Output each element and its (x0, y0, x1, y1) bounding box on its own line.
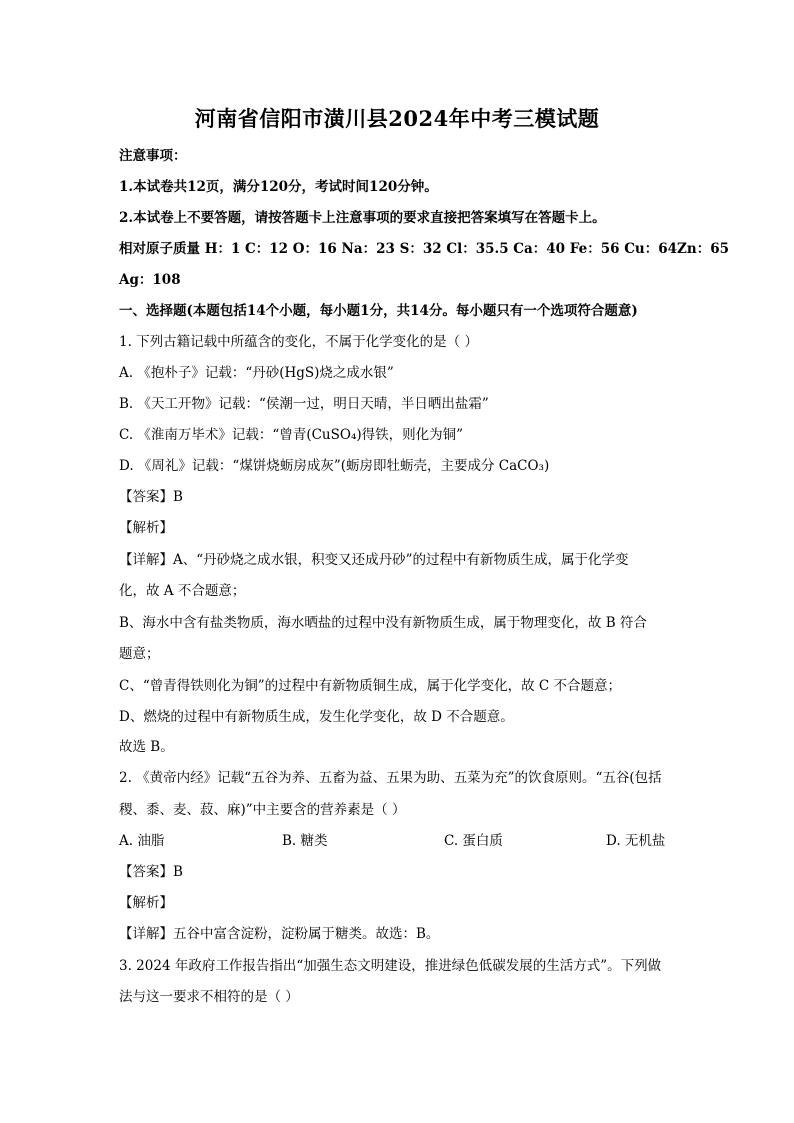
notice-item-1: 1.本试卷共12页，满分120分，考试时间120分钟。 (119, 179, 438, 195)
question-2-option-a: A. 油脂 (119, 833, 165, 849)
question-1-detail: C、“曾青得铁则化为铜”的过程中有新物质铜生成，属于化学变化，故 C 不合题意； (119, 678, 622, 694)
question-2-answer: 【答案】B (119, 864, 183, 880)
question-3-stem: 3. 2024 年政府工作报告指出“加强生态文明建设，推进绿色低碳发展的生活方式”。下列做 (119, 958, 662, 974)
question-1-answer: 【答案】B (119, 489, 183, 505)
question-1-detail: 题意； (119, 646, 160, 662)
question-1-option-c: C. 《淮南万毕术》记载：“曾青(CuSO₄)得铁，则化为铜” (119, 427, 464, 443)
question-2-option-c: C. 蛋白质 (444, 833, 503, 849)
question-1-conclusion: 故选 B。 (119, 739, 174, 755)
section-heading: 一、选择题(本题包括14个小题，每小题1分，共14分。每小题只有一个选项符合题意) (119, 303, 638, 319)
question-1-detail: 化，故 A 不合题意； (119, 583, 246, 599)
question-1-option-b: B. 《天工开物》记载：“侯潮一过，明日天晴，半日晒出盐霜” (119, 396, 489, 412)
question-3-stem: 法与这一要求不相符的是（ ） (119, 989, 299, 1005)
question-1-option-a: A. 《抱朴子》记载：“丹砂(HgS)烧之成水银” (119, 365, 394, 381)
question-2-stem: 2. 《黄帝内经》记载“五谷为养、五畜为益、五果为助、五菜为充”的饮食原则。“五谷(包括 (119, 770, 662, 786)
question-1-detail: B、海水中含有盐类物质，海水晒盐的过程中没有新物质生成，属于物理变化，故 B 符合 (119, 615, 647, 631)
question-1-analysis: 【解析】 (119, 520, 173, 536)
notice-item-2: 2.本试卷上不要答题，请按答题卡上注意事项的要求直接把答案填写在答题卡上。 (119, 210, 606, 226)
notice-heading: 注意事项： (119, 148, 187, 164)
atomic-mass-line-1: 相对原子质量 H：1 C：12 O：16 Na：23 S：32 Cl：35.5 Ca：40 Fe：56 Cu：64Zn：65 (119, 241, 729, 257)
question-2-option-b: B. 糖类 (282, 833, 328, 849)
question-1-option-d: D. 《周礼》记载：“煤饼烧蛎房成灰”(蛎房即牡蛎壳，主要成分 CaCO₃) (119, 458, 550, 474)
page-title: 河南省信阳市潢川县2024年中考三模试题 (194, 106, 600, 131)
question-1-stem: 1. 下列古籍记载中所蕴含的变化，不属于化学变化的是（ ） (119, 334, 478, 350)
atomic-mass-line-2: Ag：108 (119, 272, 181, 288)
question-1-detail: 【详解】A、“丹砂烧之成水银，积变又还成丹砂”的过程中有新物质生成，属于化学变 (119, 552, 629, 568)
question-2-detail: 【详解】五谷中富含淀粉，淀粉属于糖类。故选：B。 (119, 926, 440, 942)
question-2-option-d: D. 无机盐 (606, 833, 666, 849)
question-2-analysis: 【解析】 (119, 895, 173, 911)
question-2-stem: 稷、黍、麦、菽、麻)”中主要含的营养素是（ ） (119, 802, 406, 818)
question-1-detail: D、燃烧的过程中有新物质生成，发生化学变化，故 D 不合题意。 (119, 709, 514, 725)
